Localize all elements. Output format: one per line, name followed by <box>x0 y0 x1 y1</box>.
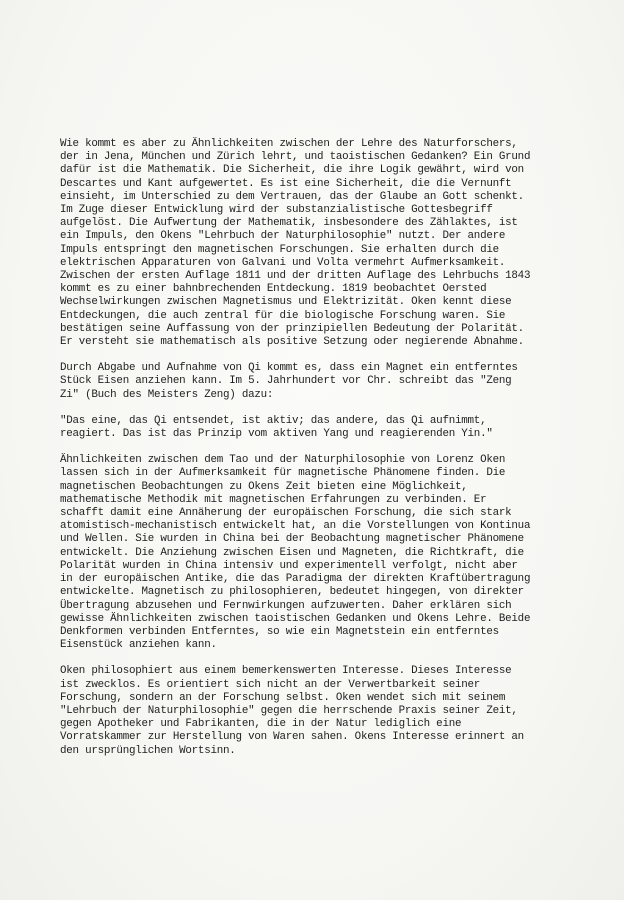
paragraph-mathematics-magnetism: Wie kommt es aber zu Ähnlichkeiten zwischen der Lehre des Naturforschers, der in Jena, München und Zürich lehrt, und taoistischen Gedanken? Ein Grund dafür ist die Mathematik. Die Sicherheit, die ihre Logik gewährt, wird von Descartes und Kant aufgewertet. Es ist eine Sicherheit, die die Vernunft einsieht, im Unterschied zu dem Vertrauen, das der Glaube an Gott schenkt. Im Zuge dieser Entwicklung wird der substanzialistische Gottesbegriff aufgelöst. Die Aufwertung der Mathematik, insbesondere des Zählaktes, ist ein Impuls, den Okens "Lehrbuch der Naturphilosophie" nutzt. Der andere Impuls entspringt den magnetischen Forschungen. Sie erhalten durch die elektrischen Apparaturen von Galvani und Volta vermehrt Aufmerksamkeit. Zwischen der ersten Auflage 1811 und der dritten Auflage des Lehrbuchs 1843 kommt es zu einer bahnbrechenden Entdeckung. 1819 beobachtet Oersted Wechselwirkungen zwischen Magnetismus und Elektrizität. Oken kennt diese Entdeckungen, die auch zentral für die biologische Forschung waren. Sie bestätigen seine Auffassung von der prinzipiellen Bedeutung der Polarität. Er versteht sie mathematisch als positive Setzung oder negierende Abnahme. <box>60 138 531 349</box>
paragraph-tao-naturphilosophie: Ähnlichkeiten zwischen dem Tao und der Naturphilosophie von Lorenz Oken lassen sich in der Aufmerksamkeit für magnetische Phänomene finden. Die magnetischen Beobachtungen zu Okens Zeit bieten eine Möglichkeit, mathematische Methodik mit magnetischen Erfahrungen zu verbinden. Er schafft damit eine Annäherung der europäischen Forschung, die sich stark atomistisch-mechanistisch entwickelt hat, an die Vorstellungen von Kontinua und Wellen. Sie wurden in China bei der Beobachtung magnetischer Phänomene entwickelt. Die Anziehung zwischen Eisen und Magneten, die Richtkraft, die Polarität wurden in China intensiv und experimentell verfolgt, nicht aber in der europäischen Antike, die das Paradigma der direkten Kraftübertragung entwickelte. Magnetisch zu philosophieren, bedeutet hingegen, von direkter Übertragung abzusehen und Fernwirkungen aufzuwerten. Daher erklären sich gewisse Ähnlichkeiten zwischen taoistischen Gedanken und Okens Lehre. Beide Denkformen verbinden Entferntes, so wie ein Magnetstein ein entferntes Eisenstück anziehen kann. <box>60 454 531 652</box>
paragraph-oken-interest: Oken philosophiert aus einem bemerkenswerten Interesse. Dieses Interesse ist zwecklos. Es orientiert sich nicht an der Verwertbarkeit seiner Forschung, sondern an der Forschung selbst. Oken wendet sich mit seinem "Lehrbuch der Naturphilosophie" gegen die herrschende Praxis seiner Zeit, gegen Apotheker und Fabrikanten, die in der Natur lediglich eine Vorratskammer zur Herstellung von Waren sahen. Okens Interesse erinnert an den ursprünglichen Wortsinn. <box>60 665 524 757</box>
quote-zeng-zi: "Das eine, das Qi entsendet, ist aktiv; das andere, das Qi aufnimmt, reagiert. Das ist das Prinzip vom aktiven Yang und reagierenden Yin." <box>60 414 493 441</box>
paragraph-qi-magnet: Durch Abgabe und Aufnahme von Qi kommt es, dass ein Magnet ein entferntes Stück Eisen anziehen kann. Im 5. Jahrhundert vor Chr. schreibt das "Zeng Zi" (Buch des Meisters Zeng) dazu: <box>60 362 518 401</box>
body-text <box>60 138 570 758</box>
